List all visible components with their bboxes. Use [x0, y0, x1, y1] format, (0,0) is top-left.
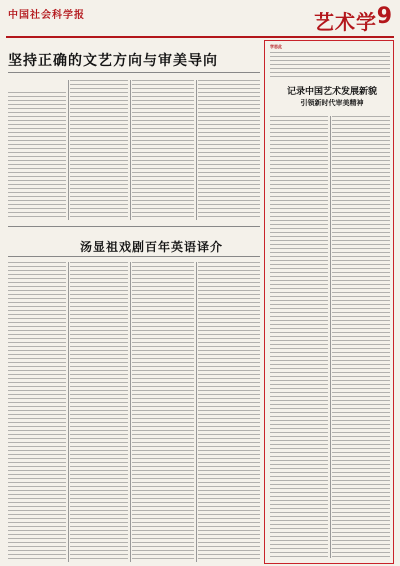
divider — [8, 226, 260, 227]
column-separator — [196, 262, 197, 562]
sidebar-subheadline: 引领新时代审美精神 — [300, 99, 364, 107]
editor-note — [270, 52, 390, 78]
main-article-column — [8, 92, 66, 220]
column-separator — [68, 80, 69, 220]
column-separator — [130, 262, 131, 562]
main-headline: 坚持正确的文艺方向与审美导向 — [8, 53, 218, 69]
column-separator — [130, 80, 131, 220]
sidebar-tag: 学思此 — [270, 44, 282, 49]
page-number: 9 — [376, 4, 392, 29]
main-article-column — [198, 80, 260, 220]
tang-headline: 汤显祖戏剧百年英语译介 — [80, 240, 224, 254]
tang-article-column — [8, 262, 66, 562]
masthead — [6, 4, 394, 34]
sidebar-article-column — [332, 116, 390, 558]
paper-name: 中国社会科学报 — [8, 10, 85, 21]
tang-article-column — [132, 262, 194, 562]
main-article-column — [70, 80, 128, 220]
tang-article-column — [198, 262, 260, 562]
tang-article-column — [70, 262, 128, 562]
masthead-rule — [6, 36, 394, 38]
sidebar-article-column — [270, 116, 328, 558]
column-separator — [330, 116, 331, 558]
divider — [8, 72, 260, 73]
section-title: 艺术学 — [314, 10, 377, 34]
main-article-column — [132, 80, 194, 220]
divider — [8, 256, 260, 257]
sidebar-headline: 记录中国艺术发展新貌 — [286, 87, 377, 97]
column-separator — [68, 262, 69, 562]
column-separator — [196, 80, 197, 220]
